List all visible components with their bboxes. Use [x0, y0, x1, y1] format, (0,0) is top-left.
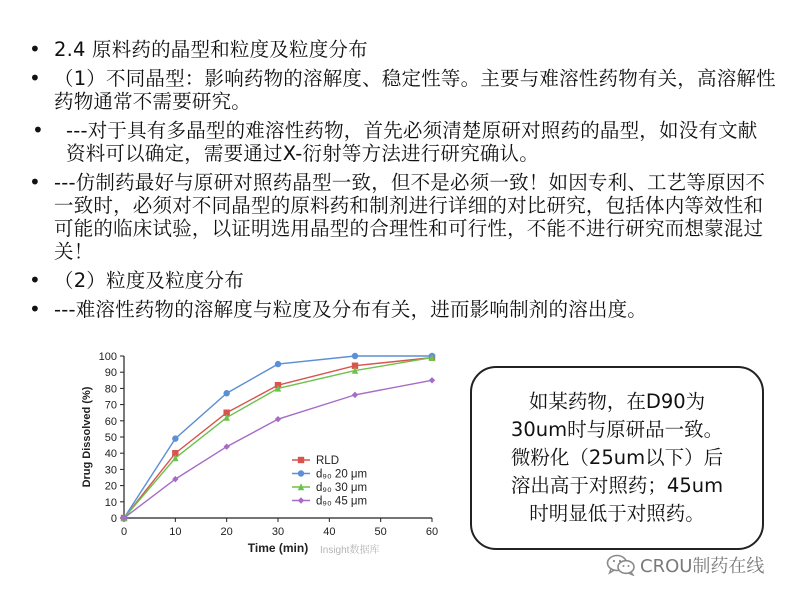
- data-point: [298, 457, 304, 463]
- legend-label: d₉₀ 45 μm: [316, 495, 368, 508]
- y-tick-label: 100: [98, 351, 117, 363]
- callout-text: [482, 388, 752, 528]
- dissolution-chart: [76, 344, 456, 556]
- data-point: [223, 390, 229, 396]
- x-tick-label: 60: [425, 526, 439, 538]
- x-tick-label: 30: [271, 526, 285, 538]
- legend-label: d₉₀ 30 μm: [316, 482, 368, 494]
- legend-label: RLD: [316, 455, 340, 467]
- callout-box: [470, 366, 764, 550]
- bullet-text: ---仿制药最好与原研对照药晶型一致，但不是必须一致！如因专利、工艺等原因不一致时，必须对不同晶型的原料药和制剂进行详细的对比研究，包括体内等效性和可能的临床试验，以证明选用晶型的合理性和可行性，不能不进行研究而想蒙混过关！: [54, 171, 766, 263]
- data-point: [298, 470, 304, 476]
- bullet-text: 2.4 原料药的晶型和粒度及粒度分布: [54, 38, 368, 61]
- x-axis-label: Time (min): [247, 541, 309, 555]
- y-tick-label: 20: [104, 480, 117, 493]
- x-tick-label: 10: [169, 526, 182, 538]
- data-point: [352, 353, 358, 359]
- y-tick-label: 50: [104, 432, 117, 444]
- series-line: [124, 358, 432, 518]
- bullet-dot: •: [29, 170, 41, 194]
- watermark: [606, 552, 764, 578]
- x-tick-label: 20: [220, 526, 233, 538]
- bullet-list: [26, 38, 776, 327]
- series-line: [124, 356, 432, 518]
- y-tick-label: 30: [104, 464, 117, 477]
- dissolution-chart-svg: [76, 344, 456, 556]
- callout-line: 微粉化（25um以下）后: [510, 446, 724, 469]
- watermark-text: CROU制药在线: [640, 556, 765, 577]
- y-tick-label: 80: [104, 383, 117, 396]
- bullet-dot: •: [29, 37, 41, 61]
- bullet-text: （2）粒度及粒度分布: [54, 269, 244, 292]
- y-axis-label: Drug Dissolved (%): [81, 386, 93, 488]
- wechat-icon: [606, 554, 636, 576]
- bullet-dot: •: [29, 268, 41, 292]
- data-point: [275, 361, 281, 367]
- series-line: [124, 358, 432, 518]
- bullet-text: ---对于具有多晶型的难溶性药物，首先必须清楚原研对照药的晶型，如没有文献资料可以确定，需要通过X-衍射等方法进行研究确认。: [66, 119, 758, 165]
- bullet-dot: •: [32, 118, 44, 142]
- y-tick-label: 0: [110, 513, 117, 525]
- x-tick-label: 0: [120, 526, 128, 538]
- callout-line: 如某药物，在D90为: [528, 390, 706, 413]
- bullet-item: [26, 298, 776, 321]
- callout-line: 30um时与原研品一致。: [510, 418, 724, 441]
- callout-line: 溶出高于对照药；45um: [510, 474, 724, 497]
- data-point: [172, 435, 178, 441]
- data-point: [275, 416, 281, 422]
- bullet-dot: •: [29, 297, 41, 321]
- bullet-item: [26, 38, 776, 61]
- chart-source-mark: Insight数据库: [320, 545, 380, 556]
- series-line: [124, 380, 432, 518]
- bullet-item: [26, 67, 776, 113]
- bullet-text: ---难溶性药物的溶解度与粒度及分布有关，进而影响制剂的溶出度。: [54, 298, 648, 321]
- bullet-dot: •: [29, 66, 41, 90]
- bullet-item: [26, 119, 776, 165]
- legend-label: d₉₀ 20 μm: [316, 468, 368, 481]
- y-tick-label: 10: [104, 496, 117, 509]
- x-tick-label: 50: [374, 526, 387, 538]
- data-point: [298, 497, 304, 503]
- callout-line: 时明显低于对照药。: [529, 502, 705, 525]
- bullet-item: [26, 269, 776, 292]
- data-point: [352, 392, 358, 398]
- x-tick-label: 40: [323, 526, 336, 538]
- y-tick-label: 90: [104, 367, 117, 380]
- y-tick-label: 70: [104, 399, 117, 412]
- bullet-item: [26, 171, 776, 263]
- y-tick-label: 60: [104, 415, 117, 428]
- bullet-text: （1）不同晶型：影响药物的溶解度、稳定性等。主要与难溶性药物有关，高溶解性药物通常不需要研究。: [54, 67, 776, 113]
- y-tick-label: 40: [104, 448, 117, 461]
- data-point: [429, 377, 435, 383]
